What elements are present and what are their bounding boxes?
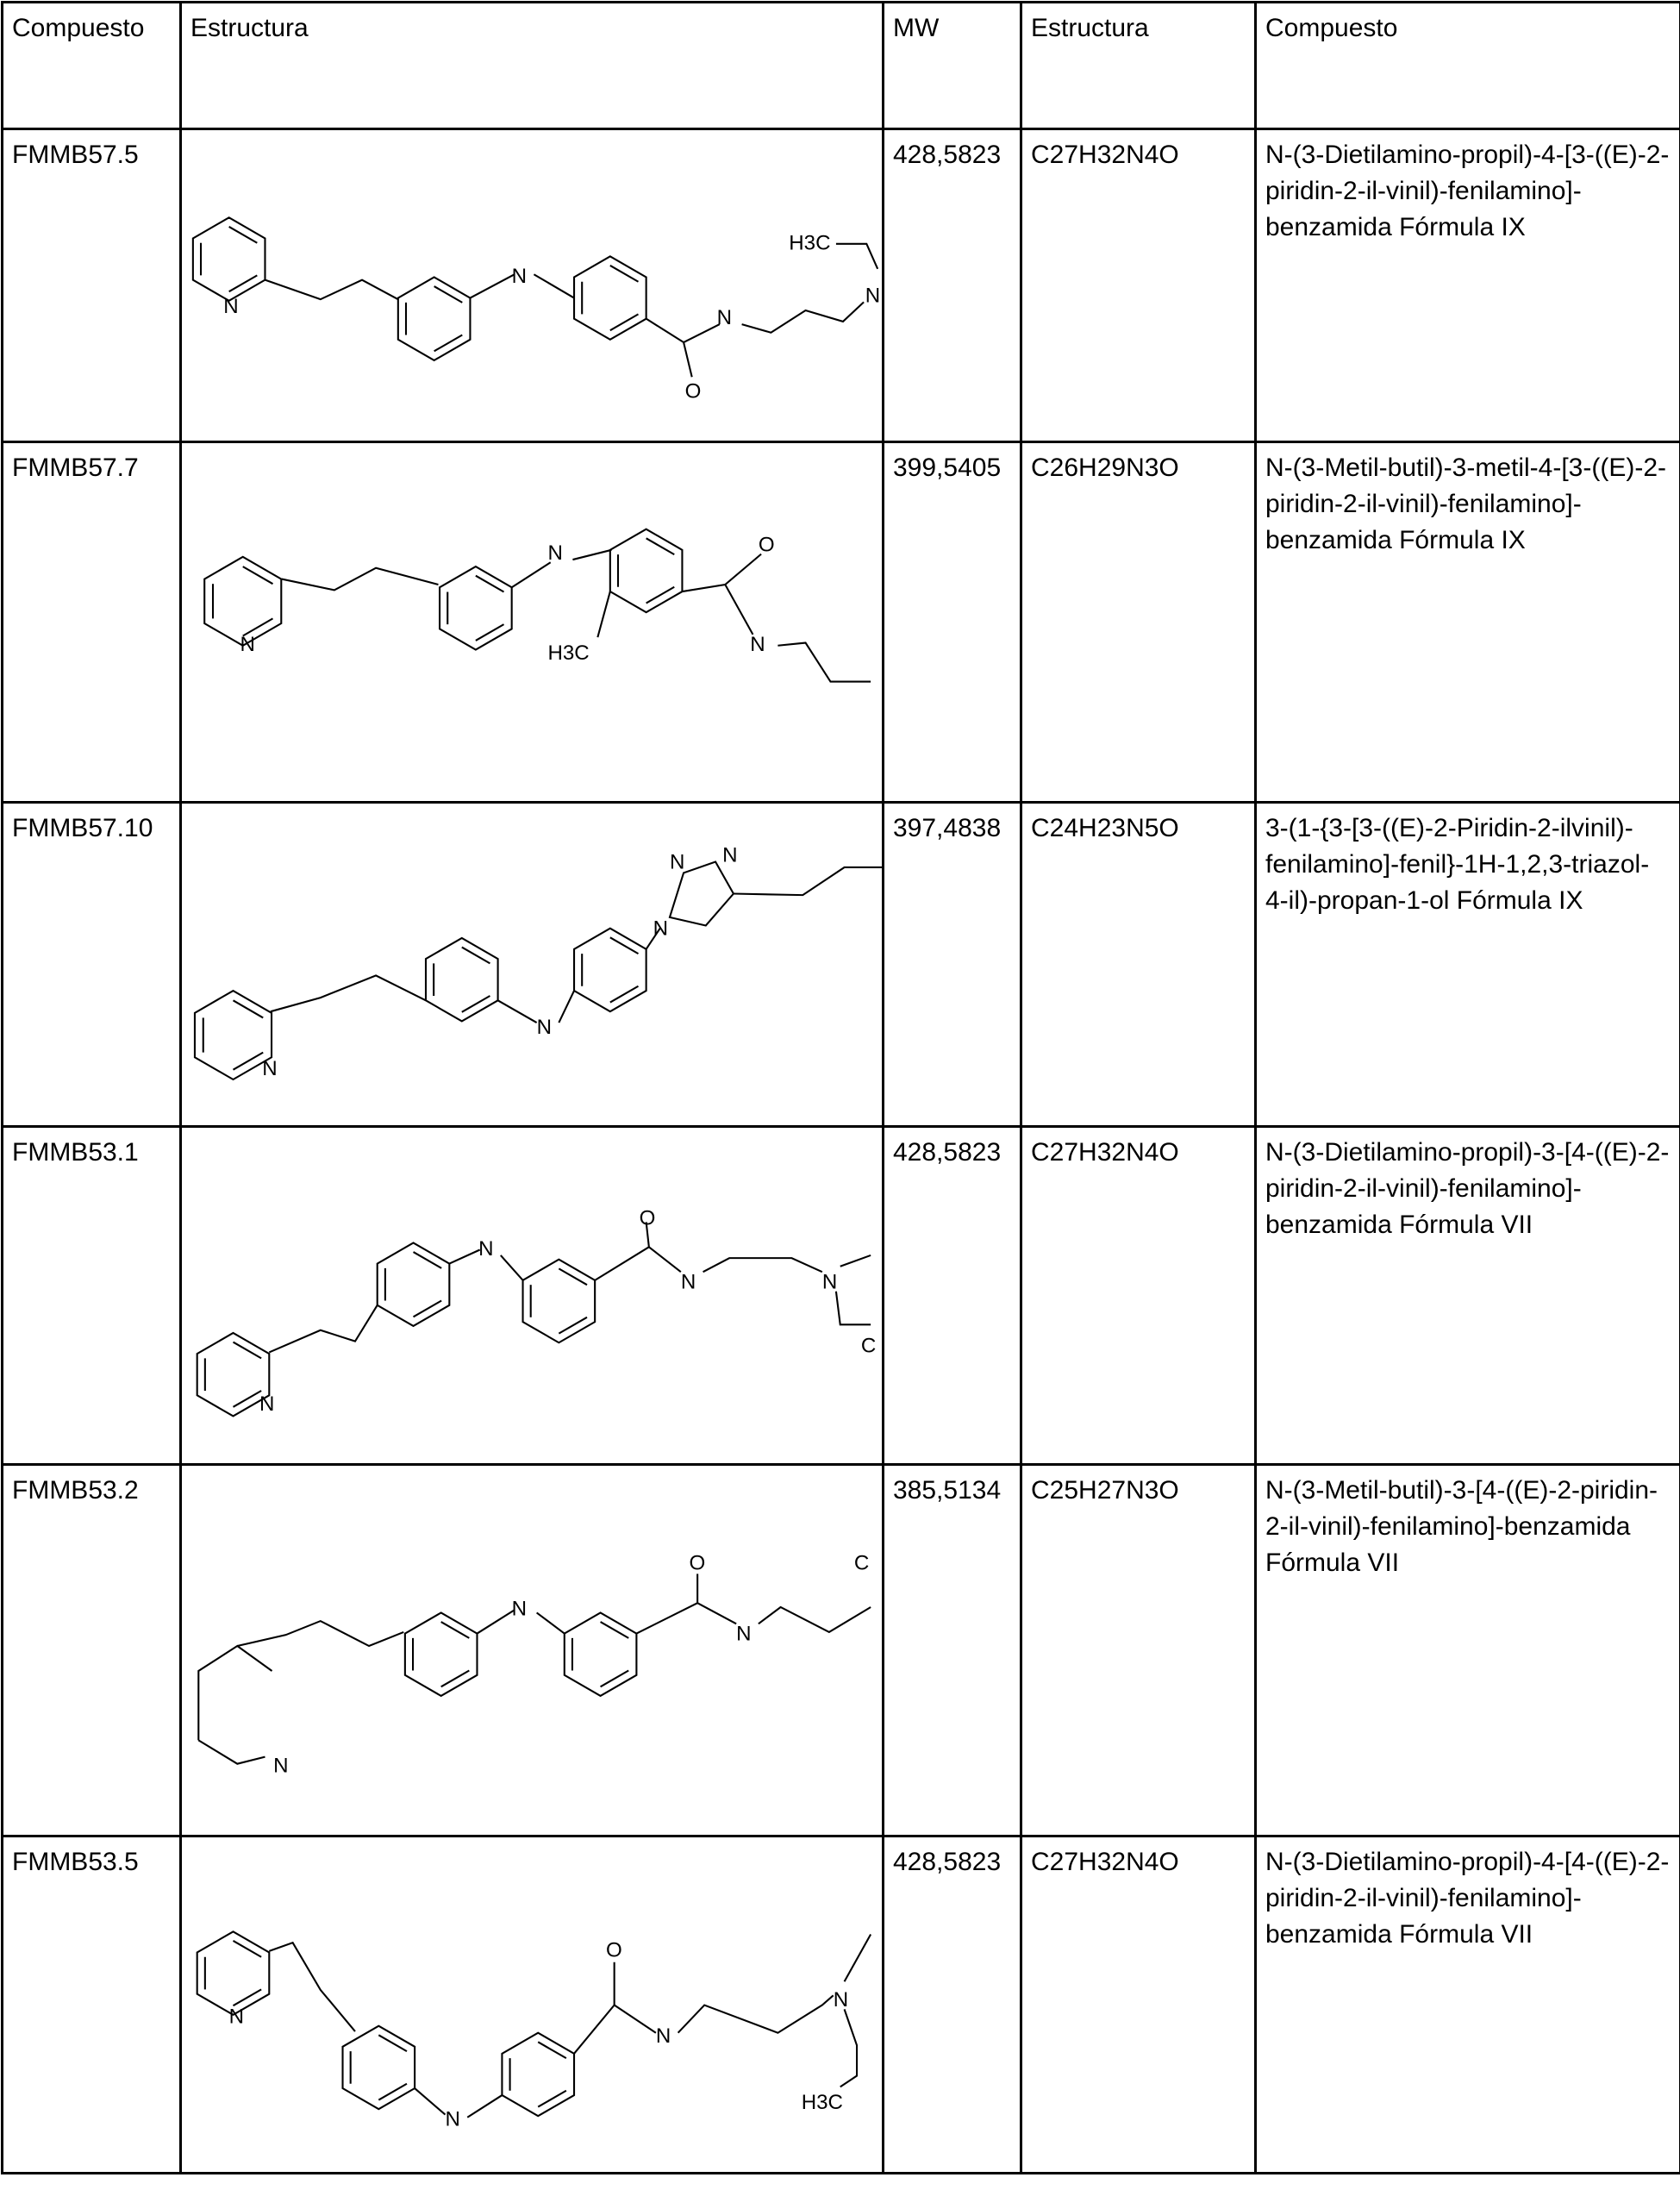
bond xyxy=(269,1943,355,2031)
atom-label: N xyxy=(865,284,880,307)
atom-label: N xyxy=(681,1271,696,1294)
ring-bond xyxy=(565,1613,637,1696)
bond xyxy=(636,1574,697,1634)
ring-bond xyxy=(193,217,265,300)
atom-label: N xyxy=(223,295,238,318)
molecular-weight: 428,5823 xyxy=(884,129,1021,442)
ring-bond xyxy=(574,256,646,339)
double-bond xyxy=(476,624,504,641)
double-bond xyxy=(414,1301,442,1317)
double-bond xyxy=(601,1671,629,1687)
chemical-structure xyxy=(181,1836,884,2174)
atom-label: N xyxy=(512,1598,527,1621)
molecular-weight: 385,5134 xyxy=(884,1465,1021,1836)
atom-label: N xyxy=(670,851,684,874)
double-bond xyxy=(434,335,463,351)
atom-label: N xyxy=(822,1271,837,1294)
atom-label: C xyxy=(861,1335,876,1358)
atom-label: N xyxy=(240,633,255,656)
bond xyxy=(615,2005,656,2033)
bond xyxy=(649,1247,681,1272)
bond xyxy=(778,643,871,682)
atom-label: N xyxy=(262,1057,277,1080)
atom-label: O xyxy=(640,1207,656,1230)
header-structure: Estructura xyxy=(181,3,884,129)
chemical-structure xyxy=(181,1465,884,1836)
compound-name: N-(3-Metil-butil)-3-[4-((E)-2-piridin-2-il-vinil)-fenilamino]-benzamida Fórmula VII xyxy=(1256,1465,1680,1836)
compound-name: 3-(1-{3-[3-((E)-2-Piridin-2-ilvinil)-fenilamino]-fenil}-1H-1,2,3-triazol-4-il)-propan-1-ol Fórmula IX xyxy=(1256,803,1680,1127)
bond xyxy=(646,319,692,378)
atom-label: O xyxy=(685,379,702,403)
double-bond xyxy=(538,2042,566,2058)
double-bond xyxy=(610,937,639,954)
double-bond xyxy=(610,986,639,1003)
bond xyxy=(198,1741,265,1764)
atom-label: N xyxy=(478,1237,493,1261)
atom-label: N xyxy=(547,541,562,565)
table-row xyxy=(3,803,1680,1127)
atom-label: N xyxy=(445,2107,459,2131)
bond xyxy=(840,2009,857,2087)
double-bond xyxy=(233,1342,261,1359)
atom-label: N xyxy=(653,917,668,941)
chemical-structure xyxy=(181,1127,884,1465)
atom-label: O xyxy=(759,534,775,557)
bond xyxy=(537,1613,565,1634)
molecular-weight: 428,5823 xyxy=(884,1836,1021,2174)
bond xyxy=(501,1255,523,1280)
compound-id: FMMB57.10 xyxy=(3,803,181,1127)
molecular-weight: 399,5405 xyxy=(884,442,1021,803)
structure-drawing xyxy=(182,443,882,801)
double-bond xyxy=(229,227,258,243)
double-bond xyxy=(229,275,258,291)
compound-id: FMMB53.2 xyxy=(3,1465,181,1836)
bond xyxy=(449,1250,479,1264)
compound-id: FMMB53.5 xyxy=(3,1836,181,2174)
structure-drawing xyxy=(182,1128,882,1463)
atom-label: N xyxy=(229,2005,244,2028)
bond xyxy=(845,1935,871,1982)
bond xyxy=(467,2095,502,2118)
ring-bond xyxy=(197,1931,270,2014)
bond xyxy=(703,1258,822,1272)
bond xyxy=(559,991,574,1023)
ring-bond xyxy=(440,566,512,649)
molecular-formula: C27H32N4O xyxy=(1021,129,1256,442)
double-bond xyxy=(462,948,490,964)
double-bond xyxy=(378,2035,407,2051)
double-bond xyxy=(378,2084,407,2100)
bond xyxy=(534,274,574,297)
atom-label: N xyxy=(722,844,737,867)
structure-drawing xyxy=(182,1837,882,2172)
bond xyxy=(237,1621,403,1646)
atom-label: O xyxy=(606,1938,622,1962)
double-bond xyxy=(559,1317,587,1334)
double-bond xyxy=(233,1053,263,1070)
bond xyxy=(734,867,882,895)
ring-bond xyxy=(378,1243,450,1326)
bond xyxy=(597,591,609,637)
structure-drawing xyxy=(182,130,882,441)
double-bond xyxy=(610,314,639,330)
table-row xyxy=(3,1836,1680,2174)
chemical-structure xyxy=(181,442,884,803)
compound-id: FMMB57.5 xyxy=(3,129,181,442)
atom-label: O xyxy=(689,1552,705,1575)
atom-label: H3C xyxy=(789,231,830,254)
bond xyxy=(282,568,439,591)
molecular-formula: C27H32N4O xyxy=(1021,1127,1256,1465)
bond xyxy=(574,1962,615,2054)
double-bond xyxy=(233,1000,263,1017)
structure-drawing xyxy=(182,1466,882,1835)
double-bond xyxy=(646,587,675,604)
bond xyxy=(477,1611,514,1634)
bond xyxy=(265,280,397,300)
header-formula: Estructura xyxy=(1021,3,1256,129)
double-bond xyxy=(646,538,675,554)
molecular-weight: 428,5823 xyxy=(884,1127,1021,1465)
bond xyxy=(572,550,611,560)
atom-label: N xyxy=(717,306,732,329)
double-bond xyxy=(559,1269,587,1286)
double-bond xyxy=(441,1622,470,1638)
table-row xyxy=(3,1465,1680,1836)
ring-bond xyxy=(610,529,683,612)
bond xyxy=(682,554,761,591)
bond xyxy=(595,1223,649,1281)
ring-bond xyxy=(426,938,498,1021)
double-bond xyxy=(243,566,273,584)
molecular-weight: 397,4838 xyxy=(884,803,1021,1127)
bond xyxy=(742,302,864,332)
ring-bond xyxy=(197,1333,270,1416)
compound-table xyxy=(1,1,1680,2174)
atom-label: N xyxy=(656,2024,671,2048)
bond xyxy=(725,585,753,635)
bond xyxy=(840,1255,871,1267)
bond xyxy=(498,1000,537,1023)
molecular-formula: C26H29N3O xyxy=(1021,442,1256,803)
header-compound-id: Compuesto xyxy=(3,3,181,129)
double-bond xyxy=(476,576,504,592)
bond xyxy=(269,1305,377,1353)
atom-label: N xyxy=(273,1755,288,1778)
molecular-formula: C27H32N4O xyxy=(1021,1836,1256,2174)
bond xyxy=(512,562,551,587)
double-bond xyxy=(610,266,639,282)
ring-bond xyxy=(343,2026,415,2109)
chemical-structure xyxy=(181,803,884,1127)
compound-id: FMMB53.1 xyxy=(3,1127,181,1465)
ring-bond xyxy=(398,277,471,360)
double-bond xyxy=(414,1252,442,1268)
bond xyxy=(697,1603,736,1624)
double-bond xyxy=(233,1391,261,1407)
compound-id: FMMB57.7 xyxy=(3,442,181,803)
double-bond xyxy=(233,1989,261,2005)
bond xyxy=(759,1607,871,1632)
double-bond xyxy=(601,1622,629,1638)
bond xyxy=(198,1646,272,1740)
header-compound-name: Compuesto xyxy=(1256,3,1680,129)
molecular-formula: C25H27N3O xyxy=(1021,1465,1256,1836)
bond xyxy=(836,1292,871,1325)
bond xyxy=(271,976,426,1012)
bond xyxy=(678,1995,834,2032)
compound-name: N-(3-Dietilamino-propil)-3-[4-((E)-2-piridin-2-il-vinil)-fenilamino]-benzamida Fórmula VII xyxy=(1256,1127,1680,1465)
header-mw: MW xyxy=(884,3,1021,129)
ring-bond xyxy=(574,929,646,1011)
atom-label: H3C xyxy=(547,641,589,665)
atom-label: H3C xyxy=(802,2091,843,2114)
bond xyxy=(684,324,720,342)
bond xyxy=(836,244,877,269)
table-row xyxy=(3,129,1680,442)
atom-label: N xyxy=(512,265,527,288)
table-row xyxy=(3,1127,1680,1465)
ring-bond xyxy=(502,2033,574,2116)
double-bond xyxy=(233,1941,261,1957)
compound-name: N-(3-Dietilamino-propil)-4-[3-((E)-2-piridin-2-il-vinil)-fenilamino]-benzamida Fórmula IX xyxy=(1256,129,1680,442)
bond xyxy=(415,2088,445,2115)
atom-label: N xyxy=(259,1392,274,1416)
table-row xyxy=(3,442,1680,803)
double-bond xyxy=(462,996,490,1012)
atom-label: C xyxy=(854,1552,869,1575)
double-bond xyxy=(441,1671,470,1687)
compound-name: N-(3-Dietilamino-propil)-4-[4-((E)-2-piridin-2-il-vinil)-fenilamino]-benzamida Fórmula VII xyxy=(1256,1836,1680,2174)
structure-drawing xyxy=(182,804,882,1125)
atom-label: N xyxy=(537,1016,552,1039)
atom-label: N xyxy=(834,1988,848,2012)
atom-label: N xyxy=(736,1623,751,1646)
atom-label: N xyxy=(750,633,765,656)
ring-bond xyxy=(405,1613,478,1696)
chemical-structure xyxy=(181,129,884,442)
ring-bond xyxy=(195,991,272,1079)
compound-name: N-(3-Metil-butil)-3-metil-4-[3-((E)-2-piridin-2-il-vinil)-fenilamino]-benzamida Fórmula IX xyxy=(1256,442,1680,803)
molecular-formula: C24H23N5O xyxy=(1021,803,1256,1127)
header-row xyxy=(3,3,1680,129)
ring-bond xyxy=(523,1260,596,1342)
double-bond xyxy=(434,286,463,303)
double-bond xyxy=(538,2091,566,2107)
bond xyxy=(470,274,514,297)
